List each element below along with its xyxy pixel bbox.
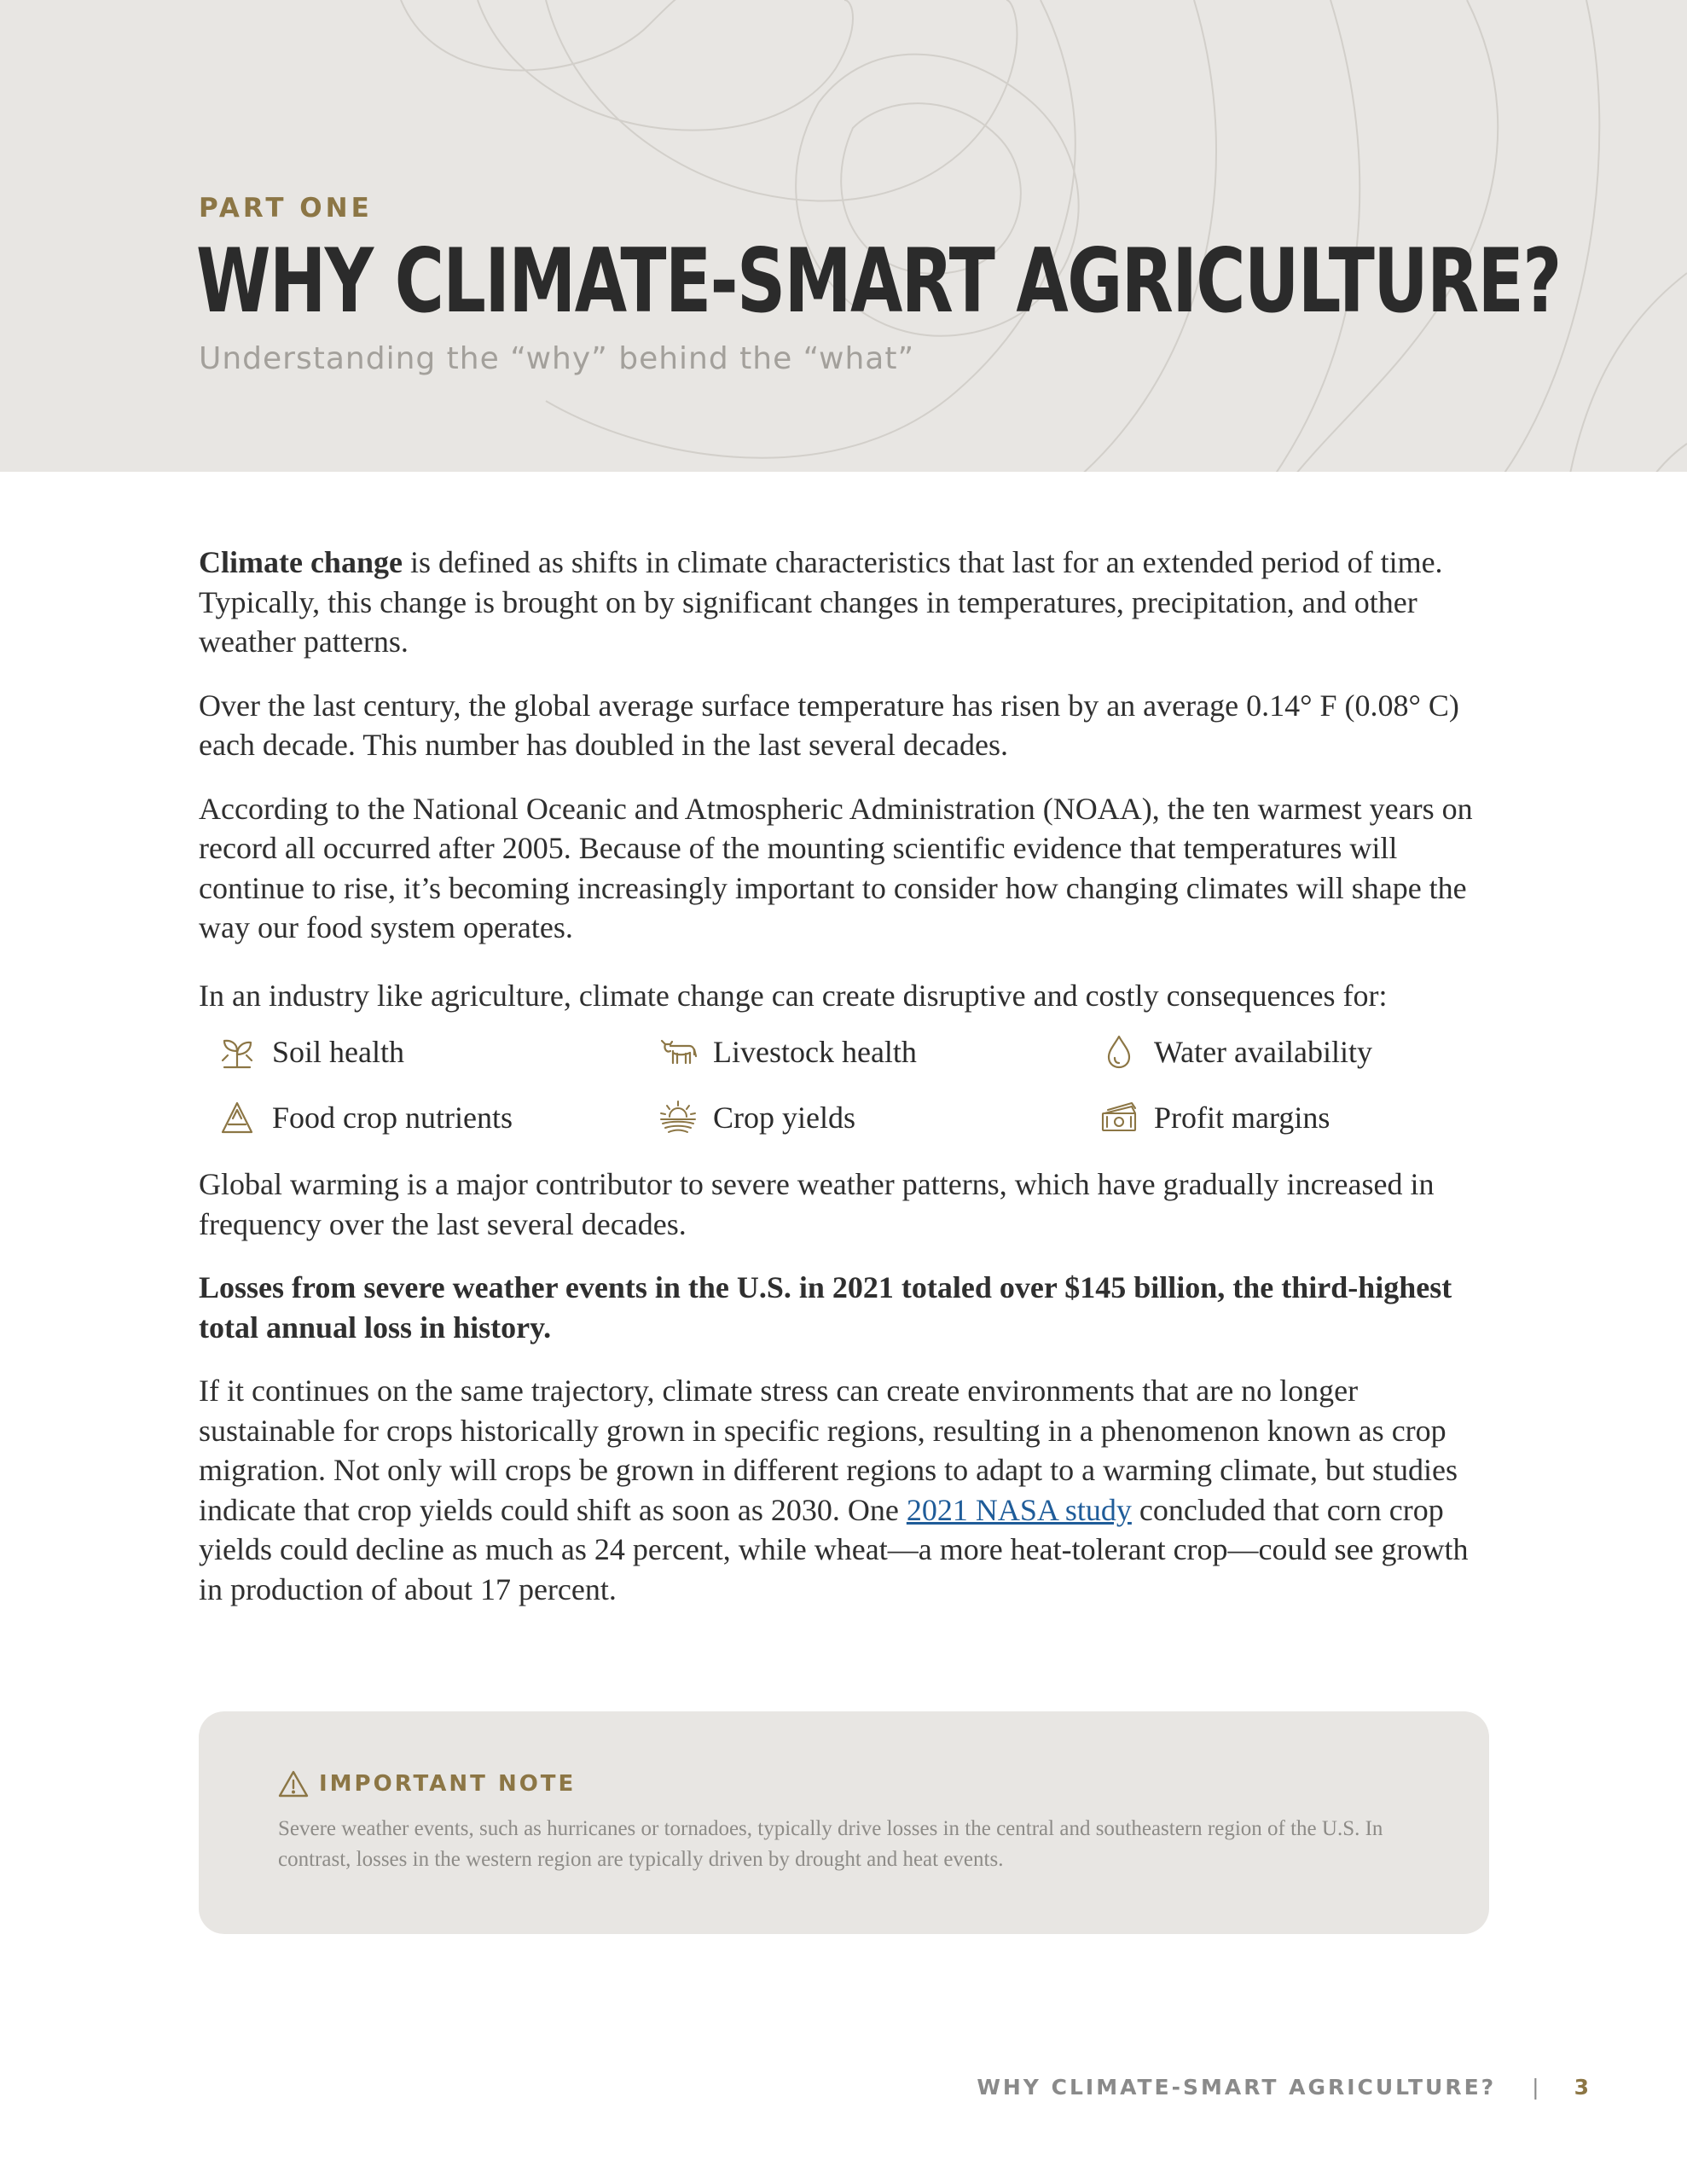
money-icon bbox=[1099, 1098, 1139, 1137]
sprout-icon bbox=[217, 1032, 257, 1072]
nasa-study-link[interactable]: 2021 NASA study bbox=[906, 1492, 1132, 1527]
paragraph-consequences-intro: In an industry like agriculture, climate change can create disruptive and costly consequences for: bbox=[199, 978, 1388, 1013]
page-footer bbox=[977, 2075, 1589, 2100]
paragraph-crop-migration bbox=[199, 1371, 1495, 1609]
page-subtitle: Understanding the “why” behind the “what” bbox=[199, 341, 915, 376]
list-item bbox=[199, 1098, 640, 1136]
paragraph-noaa: According to the National Oceanic and Atmospheric Administration (NOAA), the ten warmest years on record all occurred after 2005. Because of the mounting scientific evidence that temperatures will continue to rise, it’s becoming increasingly important to consider how changing climates will shape the way our food system operates. bbox=[199, 791, 1473, 944]
footer-separator: | bbox=[1532, 2075, 1542, 2100]
page-number: 3 bbox=[1574, 2075, 1589, 2100]
triangle-nutrient-icon bbox=[217, 1098, 257, 1137]
water-drop-icon bbox=[1099, 1032, 1139, 1072]
list-item bbox=[640, 1098, 1081, 1136]
cow-icon bbox=[658, 1032, 698, 1072]
sunrise-field-icon bbox=[658, 1098, 698, 1137]
list-item-label: Food crop nutrients bbox=[272, 1100, 513, 1135]
paragraph-temperature: Over the last century, the global average surface temperature has risen by an average 0.14° F (0.08° C) each decade. This number has doubled in the last several decades. bbox=[199, 688, 1459, 762]
term-climate-change: Climate change bbox=[199, 545, 403, 579]
part-label: PART ONE bbox=[199, 193, 373, 224]
main-content bbox=[199, 543, 1495, 1609]
important-note-box bbox=[199, 1711, 1489, 1934]
header-band bbox=[0, 0, 1687, 472]
list-item-label: Profit margins bbox=[1154, 1100, 1330, 1135]
list-item bbox=[1081, 1032, 1495, 1071]
page-title: WHY CLIMATE-SMART AGRICULTURE? bbox=[196, 230, 1561, 333]
list-item-label: Livestock health bbox=[713, 1034, 917, 1069]
list-item-label: Soil health bbox=[272, 1034, 404, 1069]
paragraph-global-warming: Global warming is a major contributor to severe weather patterns, which have gradually increased in frequency over the last several decades. bbox=[199, 1167, 1435, 1241]
note-text: Severe weather events, such as hurricanes or tornadoes, typically drive losses in the central and southeastern region of the U.S. In contrast, losses in the western region are typically driven by drought and heat events. bbox=[278, 1817, 1383, 1871]
warning-icon bbox=[278, 1769, 309, 1798]
list-item bbox=[1081, 1098, 1495, 1136]
paragraph-text: If it continues on the same trajectory, climate stress can create environments that are no longer sustainable for crops historically grown in specific regions, resulting in a phenomenon known as crop migration. Not only will crops be grown in different regions to adapt to a warming climate, but studies indicate that crop yields could shift as soon as 2030. One bbox=[199, 1374, 1458, 1527]
consequences-list bbox=[199, 1032, 1495, 1136]
important-note-heading bbox=[278, 1769, 576, 1798]
list-item-label: Water availability bbox=[1154, 1034, 1372, 1069]
paragraph-climate-definition bbox=[199, 543, 1495, 662]
list-item-label: Crop yields bbox=[713, 1100, 855, 1135]
list-item bbox=[640, 1032, 1081, 1071]
list-item bbox=[199, 1032, 640, 1071]
paragraph-text: concluded that corn crop yields could decline as much as 24 percent, while wheat—a more heat-tolerant crop—could see growth in production of about 17 percent. bbox=[199, 1492, 1469, 1606]
paragraph-losses-highlight: Losses from severe weather events in the U.S. in 2021 totaled over $145 billion, the third-highest total annual loss in history. bbox=[199, 1270, 1452, 1345]
note-heading-label: IMPORTANT NOTE bbox=[319, 1771, 577, 1797]
footer-section-title: WHY CLIMATE-SMART AGRICULTURE? bbox=[977, 2075, 1497, 2100]
paragraph-text: is defined as shifts in climate characteristics that last for an extended period of time. Typically, this change is brought on by significant changes in temperatures, precipitation, and other weather patterns. bbox=[199, 545, 1443, 659]
